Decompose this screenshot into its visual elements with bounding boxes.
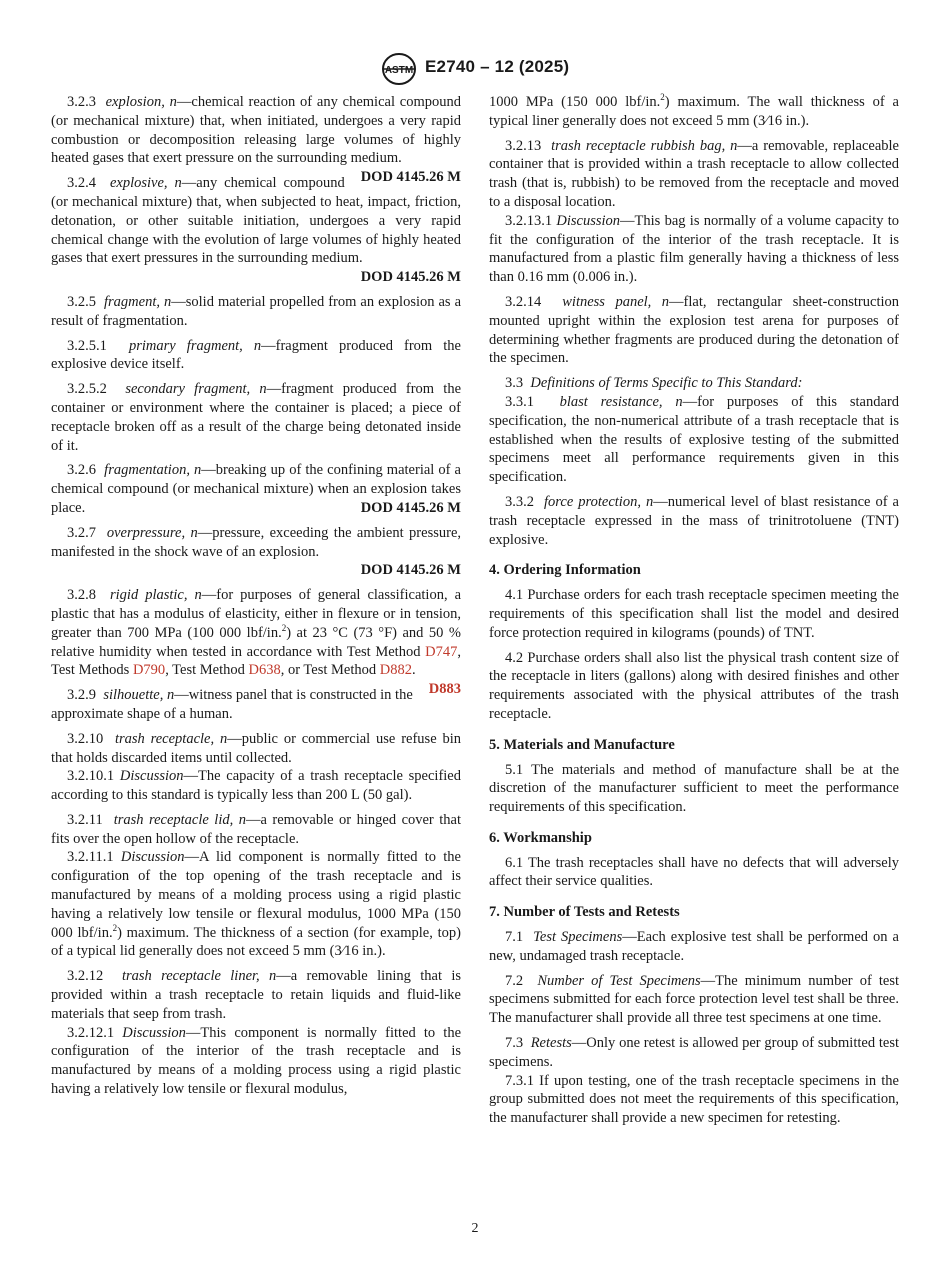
paragraph-7-3: 7.3 Retests—Only one retest is allowed per group of submitted test specimens. (489, 1035, 899, 1070)
paragraph-7-3-1: 7.3.1 If upon testing, one of the trash receptacle specimens in the group submitted does not meet the requirements of this specification, the manufacturer shall provide a new specimen for retesting. (489, 1072, 899, 1127)
definition-silhouette: 3.2.9 silhouette, n—witness panel that is constructed in the approximate shape of a human. (51, 687, 413, 722)
definition-secondary-fragment: 3.2.5.2 secondary fragment, n—fragment produced from the container or environment where the container is placed; a piece of receptacle broken off as a result of the charge being detonated inside of it. (51, 381, 462, 454)
paragraph-5-1: 5.1 The materials and method of manufacture shall be at the discretion of the manufacturer sufficient to meet the performance requirements of this specification. (489, 761, 899, 816)
astm-logo-text: ASTM (384, 65, 414, 76)
section-heading-tests: 7. Number of Tests and Retests (489, 904, 680, 921)
definition-fragmentation: 3.2.6 fragmentation, n—breaking up of the confining material of a chemical compound (or mechanical mixture) when an explosion takes place. DOD 4145.26 M (51, 462, 461, 516)
paragraph-4-2: 4.2 Purchase orders shall also list the physical trash content size of the receptacle in liters (gallons) along with desired finishes and other requirements associated with the physical attributes of the trash receptacle. (489, 649, 899, 722)
subsection-3-3: 3.3 Definitions of Terms Specific to This Standard: (505, 375, 803, 392)
paragraph-7-1: 7.1 Test Specimens—Each explosive test shall be performed on a new, undamaged trash receptacle. (489, 929, 899, 964)
definition-trash-receptacle-lid: 3.2.11 trash receptacle lid, n—a removable or hinged cover that fits over the open hollow of the receptacle. (51, 811, 461, 847)
discussion-liner-continued: 1000 MPa (150 000 lbf/in.$^2$) maximum. The wall thickness of a typical liner generally does not exceed 5 mm (3⁄16 in.). (489, 92, 899, 129)
discussion-trash-receptacle-lid: 3.2.11.1 Discussion—A lid component is normally fitted to the configuration of the top opening of the trash receptacle and is manufactured by means of a molding process using a rigid plastic having a relatively low tensile or flexural modulus, 1000 MPa (150 000 lbf/in.$^2$) maximum. The thickness of a section (for example, top) of a typical lid generally does not exceed 5 mm (3⁄16 in.). (51, 849, 461, 960)
reference: DOD 4145.26 M (360, 499, 461, 516)
page-header (0, 52, 950, 86)
definition-overpressure: 3.2.7 overpressure, n—pressure, exceeding the ambient pressure, manifested in the shock wave of an explosion. (51, 524, 461, 560)
definition-explosion: 3.2.3 explosion, n—chemical reaction of any chemical compound (or mechanical mixture) that, when initiated, undergoes a very rapid combustion or decomposition releasing large volumes of highly heated gases that exert pressure on the surrounding medium. DOD 4145.26 M (51, 94, 462, 186)
paragraph-4-1: 4.1 Purchase orders for each trash receptacle specimen meeting the requirements of this specification shall list the model and desired force protection required in kilograms (pounds) of TNT. (489, 587, 899, 641)
definition-force-protection: 3.3.2 force protection, n—numerical level of blast resistance of a trash receptacle expressed in the mass of trinitrotoluene (TNT) explosive. (489, 493, 899, 548)
reference: DOD 4145.26 M (360, 169, 461, 186)
page-number: 2 (471, 1221, 479, 1236)
link-d882[interactable]: D882 (379, 662, 412, 679)
right-column (489, 93, 899, 1134)
link-d638[interactable]: D638 (248, 662, 281, 679)
definition-trash-receptacle-liner: 3.2.12 trash receptacle liner, n—a removable lining that is provided within a trash receptacle to retain liquids and fluid-like materials that seep from trash. (51, 968, 461, 1022)
section-heading-workmanship: 6. Workmanship (489, 829, 592, 846)
discussion-trash-receptacle-liner: 3.2.12.1 Discussion—This component is normally fitted to the configuration of the interior of the trash receptacle and is manufactured by means of a molding process using a rigid plastic having a relatively low tensile or flexural modulus, (51, 1024, 462, 1098)
definition-rigid-plastic: 3.2.8 rigid plastic, n—for purposes of general classification, a plastic that has a modulus of elasticity, either in flexure or in tension, greater than 700 MPa (100 000 lbf/in.$^2$) at 23 °C (73 °F) and 50 % relative humidity when tested in accordance with Test Method D747, Test Methods D790, Test Method D638, or Test Method D882. D883 (51, 587, 462, 698)
paragraph-6-1: 6.1 The trash receptacles shall have no defects that will adversely affect their service qualities. (489, 854, 899, 890)
paragraph-7-2: 7.2 Number of Test Specimens—The minimum number of test specimens submitted for each force protection level test shall be three. The manufacturer shall provide all three test specimens at one time. (489, 972, 900, 1027)
definition-rubbish-bag: 3.2.13 trash receptacle rubbish bag, n—a removable, replaceable container that is provided within a trash receptacle to allow collected trash (that is, rubbish) to be removed from the receptacle and moved to a disposal location. (489, 137, 899, 210)
section-heading-ordering: 4. Ordering Information (489, 562, 641, 579)
definition-blast-resistance: 3.3.1 blast resistance, n—for purposes of this standard specification, the non-numerical attribute of a trash receptacle that is established when the results of explosive testing of the submitted specimens meet all performance requirements given in this specification. (489, 393, 899, 486)
link-d790[interactable]: D790 (132, 662, 166, 679)
link-d883[interactable]: D883 (428, 681, 461, 698)
definition-primary-fragment: 3.2.5.1 primary fragment, n—fragment produced from the explosive device itself. (51, 337, 461, 373)
definition-fragment: 3.2.5 fragment, n—solid material propelled from an explosion as a result of fragmentation. (51, 293, 462, 329)
definition-trash-receptacle: 3.2.10 trash receptacle, n—public or commercial use refuse bin that holds discarded items until collected. (51, 730, 462, 766)
discussion-trash-receptacle: 3.2.10.1 Discussion—The capacity of a trash receptacle specified according to this standard is typically less than 200 L (50 gal). (51, 768, 461, 804)
section-heading-materials: 5. Materials and Manufacture (489, 736, 675, 753)
astm-logo-icon (381, 52, 417, 86)
reference: DOD 4145.26 M (360, 269, 461, 286)
reference: DOD 4145.26 M (360, 562, 461, 579)
left-column (51, 93, 461, 1105)
link-d747[interactable]: D747 (425, 643, 458, 660)
definition-witness-panel: 3.2.14 witness panel, n—flat, rectangular sheet-construction mounted upright within the explosion test arena for purposes of determining whether fragments are produced during the detonation of the specimen. (489, 293, 899, 367)
document-title: E2740 – 12 (2025) (425, 57, 570, 76)
discussion-rubbish-bag: 3.2.13.1 Discussion—This bag is normally of a volume capacity to fit the configuration of the interior of the trash receptacle. It is manufactured from a plastic film generally having a thickness of less than 0.16 mm (0.006 in.). (489, 212, 899, 286)
definition-explosive: 3.2.4 explosive, n—any chemical compound (or mechanical mixture) that, when subjected to heat, impact, friction, detonation, or other suitable initiation, undergoes a very rapid chemical change with the evolution of large volumes of highly heated gases that exert pressures in the surrounding medium. (51, 175, 461, 267)
